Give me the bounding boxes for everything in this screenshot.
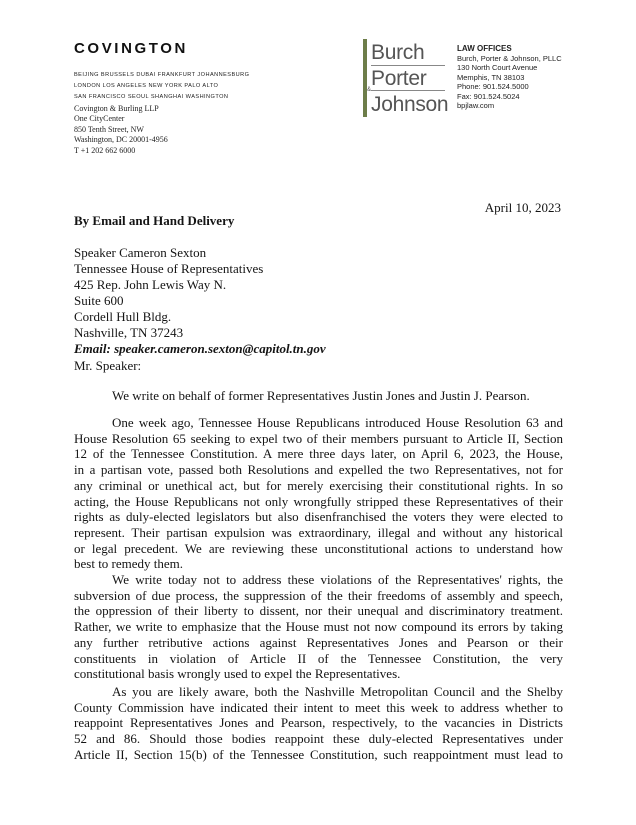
body-paragraph-4	[74, 684, 563, 763]
covington-cities-line: LONDON LOS ANGELES NEW YORK PALO ALTO	[74, 83, 219, 89]
covington-cities-line: BEIJING BRUSSELS DUBAI FRANKFURT JOHANNESBURG	[74, 72, 250, 78]
bpj-logo-rule	[371, 90, 445, 91]
bpj-logo-rule	[371, 65, 445, 66]
paragraph-line: We write today not to address these violations of the Representatives' rights, the	[112, 572, 563, 587]
bpj-logo-ampersand: &	[367, 87, 372, 93]
bpj-info-link[interactable]: bpjlaw.com	[457, 101, 495, 110]
bpj-logo-word: Burch	[371, 41, 425, 64]
recipient-line: Tennessee House of Representatives	[74, 261, 264, 276]
bpj-office-info	[457, 44, 562, 111]
paragraph-line: acting, the House Republicans not only wrongfully stripped these Representatives of their	[74, 493, 563, 509]
recipient-line: Nashville, TN 37243	[74, 325, 184, 340]
covington-logo-name: COVINGTON	[74, 40, 188, 57]
covington-address-line: T +1 202 662 6000	[74, 145, 136, 155]
covington-office-cities	[74, 70, 299, 103]
paragraph-line: subversion of due process, the suppression of the their freedoms of assembly and speech,	[74, 587, 563, 603]
bpj-info-heading: LAW OFFICES	[457, 44, 512, 53]
recipient-line: 425 Rep. John Lewis Way N.	[74, 277, 227, 292]
paragraph-line: any criminal or unethical act, but for merely exercising their constitutional rights. In so	[74, 477, 563, 493]
covington-address-line: One CityCenter	[74, 114, 125, 124]
paragraph-line: any further retributive actions against Representatives Jones and Pearson or their	[74, 634, 563, 650]
covington-address-line: Covington & Burling LLP	[74, 104, 159, 113]
recipient-line: Suite 600	[74, 293, 124, 308]
body-paragraph-2	[74, 415, 563, 572]
letter-date: April 10, 2023	[484, 200, 561, 215]
paragraph-line: As you are likely aware, both the Nashville Metropolitan Council and the Shelby	[112, 684, 563, 699]
paragraph-line: or legal precedent. We are reviewing these unconstitutional actions to understand how	[74, 540, 563, 556]
recipient-line: Cordell Hull Bldg.	[74, 309, 172, 324]
covington-address	[74, 104, 168, 156]
paragraph-line: the oppression of their liberty to dissent, nor their unequal and discriminatory treatment.	[74, 603, 563, 619]
salutation: Mr. Speaker:	[74, 358, 142, 373]
bpj-logo-word: Porter	[371, 67, 427, 90]
paragraph-line: constitutional basis wrongly used to expel the Representatives.	[74, 666, 401, 682]
bpj-info-line: Burch, Porter & Johnson, PLLC	[457, 53, 562, 63]
bpj-logo	[363, 39, 447, 119]
bpj-logo-word: Johnson	[371, 93, 449, 116]
paragraph-line: in a partisan vote, passed both Resolutions and expelled the two Representatives, not for	[74, 462, 563, 478]
paragraph-line: 12 of the Tennessee Constitution. A mere three days later, on April 6, 2023, the House,	[74, 446, 563, 462]
covington-address-line: 850 Tenth Street, NW	[74, 124, 144, 134]
paragraph-line: represent. Their partisan expulsion was extraordinary, illegal and without any historical	[74, 524, 563, 540]
paragraph-line: County Commission have indicated their intent to meet this week to address whether to	[74, 699, 563, 715]
recipient-email[interactable]: Email: speaker.cameron.sexton@capitol.tn.gov	[74, 341, 326, 356]
paragraph-line: constituents in violation of Article II of the Tennessee Constitution, the very	[74, 650, 563, 666]
recipient-block	[74, 245, 326, 357]
paragraph-line: reappoint Representatives Jones and Pearson, respectively, to the vacancies in Districts	[74, 715, 563, 731]
body-paragraph-3	[74, 572, 563, 682]
paragraph-line: Article II, Section 15(b) of the Tennessee Constitution, such reappointment must lead to	[74, 746, 563, 762]
bpj-info-line: Memphis, TN 38103	[457, 72, 525, 82]
paragraph-line: best to remedy them.	[74, 556, 184, 572]
paragraph-line: rights as duly-elected legislators but also disenfranchised the voters they were elected to	[74, 509, 563, 525]
bpj-info-line: Fax: 901.524.5024	[457, 91, 520, 101]
paragraph-line: We write on behalf of former Representatives Justin Jones and Justin J. Pearson.	[112, 388, 530, 403]
covington-address-line: Washington, DC 20001-4956	[74, 135, 168, 145]
bpj-info-line: 130 North Court Avenue	[457, 63, 538, 72]
paragraph-line: 52 and 86. Should those bodies reappoint these duly-elected Representatives under	[74, 731, 563, 747]
paragraph-line: One week ago, Tennessee House Republicans introduced House Resolution 63 and	[112, 415, 563, 430]
covington-cities-line: SAN FRANCISCO SEOUL SHANGHAI WASHINGTON	[74, 94, 229, 100]
body-paragraph-1	[74, 388, 563, 404]
recipient-line: Speaker Cameron Sexton	[74, 245, 207, 260]
paragraph-line: House Resolution 65 seeking to expel two of their members pursuant to Article II, Section	[74, 430, 563, 446]
delivery-method: By Email and Hand Delivery	[74, 213, 235, 228]
bpj-info-line: Phone: 901.524.5000	[457, 82, 529, 91]
paragraph-line: Rather, we write to emphasize that the House must not now compound its errors by taking	[74, 619, 563, 635]
bpj-logo-bar	[363, 39, 367, 117]
